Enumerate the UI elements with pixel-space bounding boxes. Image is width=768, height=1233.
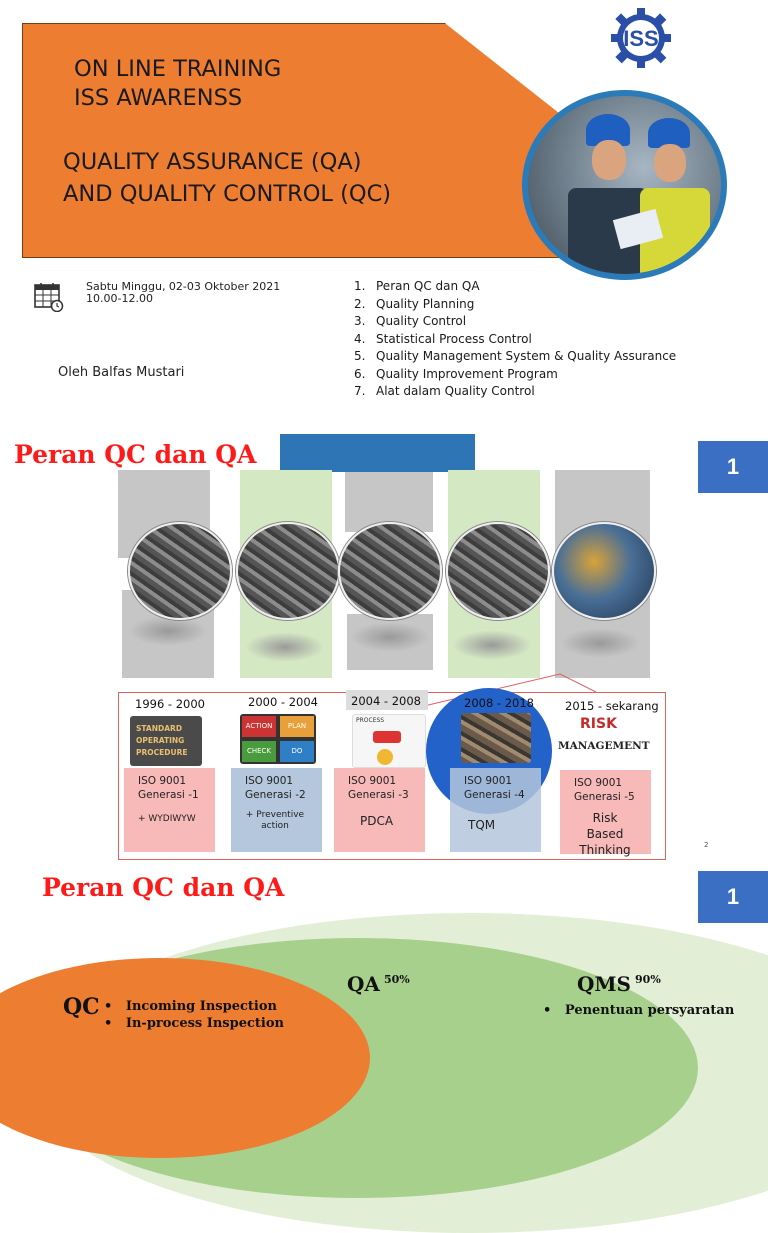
era-year-4: 2008 - 2018 [464, 696, 534, 710]
list-item: • Penentuan persyaratan [543, 1003, 735, 1018]
generation-box-3: ISO 9001 Generasi -3 PDCA [334, 768, 425, 852]
workers-photo [522, 90, 727, 280]
era-photo-5 [552, 522, 656, 620]
generation-box-4: ISO 9001 Generasi -4 TQM [450, 768, 541, 852]
qa-label: QA $^{50\%}$ [347, 972, 410, 996]
slide-title: Peran QC dan QA [42, 873, 285, 902]
speaker-name: Oleh Balfas Mustari [58, 365, 185, 380]
agenda-item: 6. Quality Improvement Program [354, 366, 558, 381]
risk-tile: RISK MANAGEMENT [558, 716, 640, 762]
era-shadow [350, 622, 430, 652]
list-item: • Incoming Inspection [104, 999, 277, 1014]
section-badge: 1 [698, 871, 768, 923]
agenda-item: 4. Statistical Process Control [354, 331, 532, 346]
logo-text: ISS [623, 26, 659, 51]
tqm-photo-tile [461, 713, 531, 763]
era-year-5: 2015 - sekarang [565, 699, 659, 713]
era-year-3: 2004 - 2008 [351, 694, 421, 708]
event-date: Sabtu Minggu, 02-03 Oktober 2021 [86, 280, 281, 293]
qc-list [104, 998, 284, 1032]
qms-label: QMS $^{90\%}$ [577, 972, 661, 996]
era-photo-1 [128, 522, 232, 620]
era-photo-2 [236, 522, 340, 620]
agenda-item: 7. Alat dalam Quality Control [354, 384, 535, 398]
subtitle-line-2: AND QUALITY CONTROL (QC) [63, 181, 392, 207]
generation-box-1: ISO 9001 Generasi -1 + WYDIWYW [124, 768, 215, 852]
generation-box-2: ISO 9001 Generasi -2 + Preventive action [231, 768, 322, 852]
agenda-item: 2. Quality Planning [354, 296, 475, 311]
agenda-item: 5. Quality Management System & Quality Assurance [354, 349, 677, 363]
era-year-2: 2000 - 2004 [248, 695, 318, 709]
event-time: 10.00-12.00 [86, 292, 153, 305]
agenda-item: 3. Quality Control [354, 314, 467, 328]
qms-list [543, 1002, 734, 1019]
process-tile: PROCESS [352, 714, 426, 768]
title-line-1: ON LINE TRAINING [74, 56, 282, 82]
era-year-1: 1996 - 2000 [135, 697, 205, 711]
era-photo-3 [338, 522, 442, 620]
title-slide [0, 0, 768, 405]
title-accent-bar [280, 434, 475, 472]
era-shadow [452, 630, 532, 660]
sop-tile: STANDARD OPERATING PROCEDURE [130, 716, 202, 766]
generation-box-5: ISO 9001 Generasi -5 Risk Based Thinking [560, 770, 651, 854]
agenda-list [354, 278, 676, 401]
title-line-2: ISS AWARENSS [74, 85, 243, 111]
calendar-icon [34, 282, 64, 312]
pdca-tile: ACTION PLAN CHECK DO [240, 714, 316, 764]
iss-gear-logo [600, 8, 682, 68]
era-photo-4 [446, 522, 550, 620]
subtitle-line-1: QUALITY ASSURANCE (QA) [63, 149, 362, 175]
era-shadow [245, 632, 325, 662]
slide-title: Peran QC dan QA [14, 440, 257, 469]
agenda-item: 1. Peran QC dan QA [354, 279, 480, 293]
era-shadow [128, 616, 208, 646]
era-shadow [560, 628, 640, 658]
section-badge: 1 [698, 441, 768, 493]
qc-label: QC [63, 994, 100, 1020]
page-number: 2 [704, 841, 709, 849]
list-item: • In-process Inspection [104, 1016, 284, 1031]
